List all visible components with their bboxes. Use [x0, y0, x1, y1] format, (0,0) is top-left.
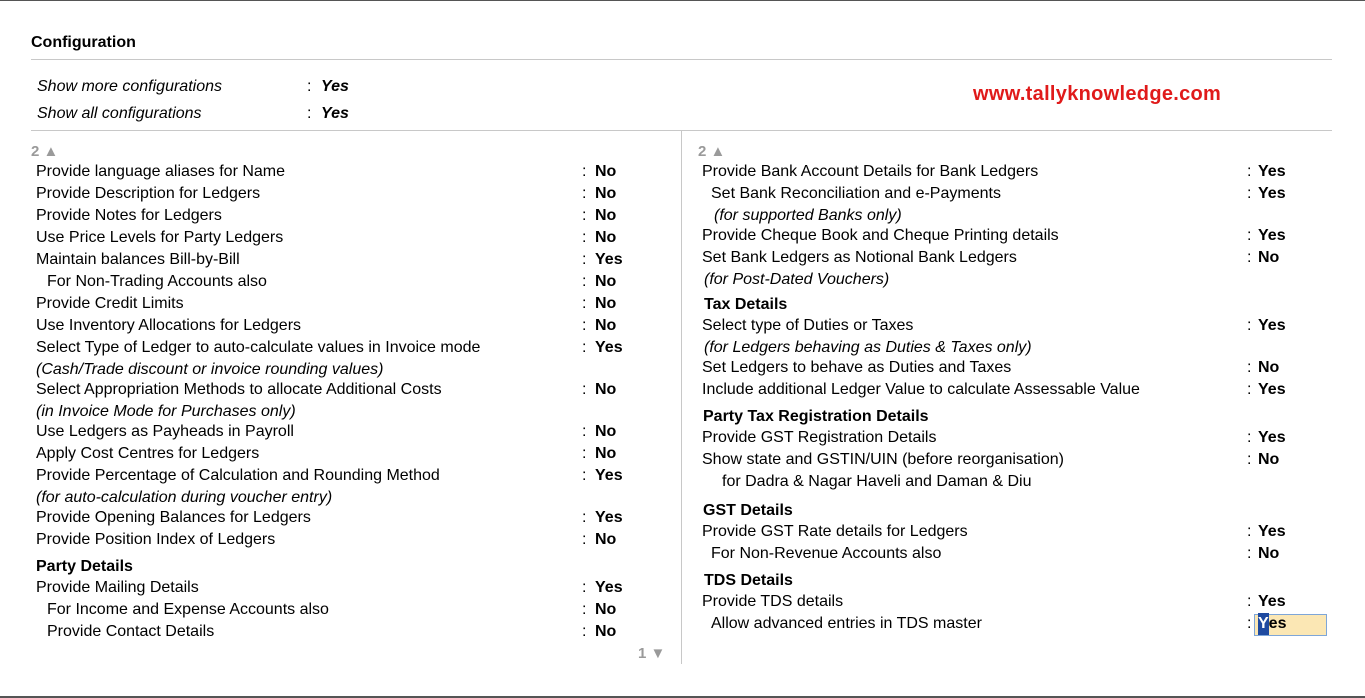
config-label: Provide TDS details	[702, 593, 844, 610]
config-label: Select Type of Ledger to auto-calculate values in Invoice mode	[36, 339, 481, 356]
colon: :	[582, 207, 587, 224]
config-label: Provide Percentage of Calculation and Rounding Method	[36, 467, 440, 484]
colon: :	[582, 467, 587, 484]
colon: :	[582, 251, 587, 268]
config-row-select-type-of-ledger-to-auto-calculate-values-i[interactable]	[36, 337, 655, 359]
config-value[interactable]: No	[1258, 359, 1280, 376]
colon: :	[582, 317, 587, 334]
config-value[interactable]: Yes	[1258, 429, 1286, 446]
config-label: (for Ledgers behaving as Duties & Taxes only)	[704, 339, 1032, 356]
section-title: TDS Details	[704, 572, 793, 589]
section-header-party-tax-registration-details	[703, 406, 1318, 428]
colon: :	[582, 445, 587, 462]
config-value[interactable]: No	[595, 273, 617, 290]
config-label: Provide language aliases for Name	[36, 163, 286, 180]
config-label: (for supported Banks only)	[714, 207, 902, 224]
config-value[interactable]: No	[595, 445, 617, 462]
colon: :	[1247, 523, 1252, 540]
config-row-use-ledgers-as-payheads-in-payroll[interactable]	[36, 421, 655, 443]
config-row-provide-opening-balances-for-ledgers[interactable]	[36, 507, 655, 529]
config-label: Select type of Duties or Taxes	[702, 317, 914, 334]
title-divider	[31, 59, 1332, 60]
config-value[interactable]: No	[595, 601, 617, 618]
config-row-for-non-revenue-accounts-also[interactable]	[711, 543, 1318, 565]
colon: :	[582, 185, 587, 202]
page-title: Configuration	[31, 34, 136, 51]
section-title: GST Details	[703, 502, 793, 519]
config-value[interactable]: No	[595, 623, 617, 640]
config-row-provide-mailing-details[interactable]	[36, 577, 655, 599]
colon: :	[582, 381, 587, 398]
colon: :	[1247, 317, 1252, 334]
config-label: Set Bank Reconciliation and e-Payments	[711, 185, 1001, 202]
colon: :	[1247, 545, 1252, 562]
config-row-provide-contact-details[interactable]	[47, 621, 655, 643]
config-value[interactable]: No	[595, 423, 617, 440]
config-row-provide-language-aliases-for-name[interactable]	[36, 161, 655, 183]
colon: :	[1247, 359, 1252, 376]
config-value[interactable]: Yes	[1258, 317, 1286, 334]
colon: :	[1247, 163, 1252, 180]
section-header-tds-details	[704, 570, 1318, 592]
note-for-supported-banks-only	[714, 205, 1318, 227]
option-show-more-configurations[interactable]	[37, 76, 377, 98]
config-value[interactable]: Yes	[1258, 163, 1286, 180]
section-header-party-details	[36, 556, 655, 578]
option-value[interactable]: Yes	[321, 78, 349, 95]
colon: :	[582, 295, 587, 312]
config-row-provide-tds-details[interactable]	[702, 591, 1318, 613]
colon: :	[307, 78, 312, 95]
colon: :	[1247, 615, 1252, 632]
config-row-set-ledgers-to-behave-as-duties-and-taxes[interactable]	[702, 357, 1318, 379]
config-value[interactable]: Yes	[595, 579, 623, 596]
colon: :	[1247, 185, 1252, 202]
config-value[interactable]: Yes	[1258, 593, 1286, 610]
config-label: (Cash/Trade discount or invoice rounding values)	[36, 361, 384, 378]
config-row-provide-gst-registration-details[interactable]	[702, 427, 1318, 449]
config-label: Provide Credit Limits	[36, 295, 184, 312]
colon: :	[1247, 593, 1252, 610]
config-value[interactable]: No	[595, 531, 617, 548]
option-label: Show more configurations	[37, 78, 222, 95]
left-page-down-indicator[interactable]: 1 ▼	[638, 645, 666, 662]
config-value[interactable]: Yes	[595, 509, 623, 526]
config-row-include-additional-ledger-value-to-calculate-ass[interactable]	[702, 379, 1318, 401]
config-value[interactable]: Yes	[1258, 523, 1286, 540]
config-label: Provide GST Rate details for Ledgers	[702, 523, 968, 540]
colon: :	[582, 531, 587, 548]
config-label: Provide Contact Details	[47, 623, 215, 640]
config-value[interactable]: Yes	[595, 339, 623, 356]
colon: :	[1247, 227, 1252, 244]
colon: :	[582, 339, 587, 356]
config-row-provide-bank-account-details-for-bank-ledgers[interactable]	[702, 161, 1318, 183]
config-value[interactable]: No	[595, 381, 617, 398]
config-label: Include additional Ledger Value to calculate Assessable Value	[702, 381, 1140, 398]
config-label: Use Price Levels for Party Ledgers	[36, 229, 284, 246]
config-row-select-type-of-duties-or-taxes[interactable]	[702, 315, 1318, 337]
config-value[interactable]: Yes	[1258, 227, 1286, 244]
config-row-set-bank-ledgers-as-notional-bank-ledgers[interactable]	[702, 247, 1318, 269]
config-row-for-non-trading-accounts-also[interactable]	[47, 271, 655, 293]
config-row-provide-percentage-of-calculation-and-rounding-m[interactable]	[36, 465, 655, 487]
config-label: Use Ledgers as Payheads in Payroll	[36, 423, 294, 440]
section-header-gst-details	[703, 500, 1318, 522]
colon: :	[1247, 249, 1252, 266]
section-header-tax-details	[704, 294, 1318, 316]
note-for-ledgers-behaving-as-duties-taxes-only	[704, 337, 1318, 359]
text-cursor: Y	[1258, 613, 1269, 635]
config-row-use-inventory-allocations-for-ledgers[interactable]	[36, 315, 655, 337]
colon: :	[1247, 429, 1252, 446]
note-for-auto-calculation-during-voucher-entry	[36, 487, 655, 509]
colon: :	[307, 105, 312, 122]
config-value[interactable]: No	[595, 229, 617, 246]
config-label: Provide Notes for Ledgers	[36, 207, 222, 224]
section-title: Party Details	[36, 558, 133, 575]
config-label: Provide Description for Ledgers	[36, 185, 261, 202]
config-row-show-state-and-gstin-uin-before-reorganisation[interactable]	[702, 449, 1318, 471]
note-for-post-dated-vouchers	[704, 269, 1318, 291]
config-value[interactable]: Yes	[595, 251, 623, 268]
config-row-for-dadra-nagar-haveli-and-daman-diu	[722, 471, 1318, 493]
config-label: Set Bank Ledgers as Notional Bank Ledgers	[702, 249, 1017, 266]
colon: :	[582, 579, 587, 596]
panel-divider	[681, 131, 682, 664]
config-value[interactable]: No	[1258, 545, 1280, 562]
config-label: For Income and Expense Accounts also	[47, 601, 329, 618]
config-row-for-income-and-expense-accounts-also[interactable]	[47, 599, 655, 621]
config-row-provide-cheque-book-and-cheque-printing-details[interactable]	[702, 225, 1318, 247]
config-label: Select Appropriation Methods to allocate Additional Costs	[36, 381, 442, 398]
config-value[interactable]: No	[1258, 451, 1280, 468]
colon: :	[582, 423, 587, 440]
config-value[interactable]	[1258, 613, 1286, 635]
config-value[interactable]: Yes	[595, 467, 623, 484]
config-label: Set Ledgers to behave as Duties and Taxes	[702, 359, 1012, 376]
config-value[interactable]: No	[595, 163, 617, 180]
colon: :	[582, 163, 587, 180]
colon: :	[1247, 451, 1252, 468]
section-title: Party Tax Registration Details	[703, 408, 929, 425]
config-value[interactable]: No	[595, 185, 617, 202]
config-value[interactable]: No	[595, 295, 617, 312]
website-watermark: www.tallyknowledge.com	[973, 83, 1222, 105]
config-row-provide-position-index-of-ledgers[interactable]	[36, 529, 655, 551]
config-label: Maintain balances Bill-by-Bill	[36, 251, 240, 268]
config-label: (for Post-Dated Vouchers)	[704, 271, 890, 288]
colon: :	[582, 273, 587, 290]
config-label: (in Invoice Mode for Purchases only)	[36, 403, 296, 420]
config-label: Provide Cheque Book and Cheque Printing details	[702, 227, 1059, 244]
top-border	[0, 0, 1365, 1]
config-value[interactable]: No	[595, 207, 617, 224]
config-row-provide-credit-limits[interactable]	[36, 293, 655, 315]
config-row-set-bank-reconciliation-and-e-payments[interactable]	[711, 183, 1318, 205]
option-label: Show all configurations	[37, 105, 202, 122]
section-title: Tax Details	[704, 296, 788, 313]
config-label: For Non-Trading Accounts also	[47, 273, 267, 290]
config-label: For Non-Revenue Accounts also	[711, 545, 942, 562]
config-label: Provide GST Registration Details	[702, 429, 937, 446]
colon: :	[582, 509, 587, 526]
config-label: for Dadra & Nagar Haveli and Daman & Diu	[722, 473, 1032, 490]
config-label: Provide Mailing Details	[36, 579, 199, 596]
config-value[interactable]: Yes	[1258, 381, 1286, 398]
colon: :	[582, 601, 587, 618]
colon: :	[582, 229, 587, 246]
config-label: Show state and GSTIN/UIN (before reorganisation)	[702, 451, 1064, 468]
config-label: (for auto-calculation during voucher entry)	[36, 489, 333, 506]
right-page-up-indicator[interactable]: 2 ▲	[698, 143, 726, 160]
config-label: Provide Position Index of Ledgers	[36, 531, 276, 548]
config-label: Apply Cost Centres for Ledgers	[36, 445, 260, 462]
config-label: Use Inventory Allocations for Ledgers	[36, 317, 302, 334]
config-value[interactable]: No	[595, 317, 617, 334]
config-row-provide-notes-for-ledgers[interactable]	[36, 205, 655, 227]
config-row-select-appropriation-methods-to-allocate-additio[interactable]	[36, 379, 655, 401]
config-label: Provide Opening Balances for Ledgers	[36, 509, 311, 526]
colon: :	[1247, 381, 1252, 398]
colon: :	[582, 623, 587, 640]
option-show-all-configurations[interactable]	[37, 103, 377, 125]
config-row-apply-cost-centres-for-ledgers[interactable]	[36, 443, 655, 465]
config-row-allow-advanced-entries-in-tds-master[interactable]	[711, 613, 1318, 635]
note-cash-trade-discount-or-invoice-rounding-values	[36, 359, 655, 381]
value-text: es	[1268, 615, 1287, 632]
config-row-provide-description-for-ledgers[interactable]	[36, 183, 655, 205]
config-row-provide-gst-rate-details-for-ledgers[interactable]	[702, 521, 1318, 543]
config-label: Provide Bank Account Details for Bank Ledgers	[702, 163, 1039, 180]
config-label: Allow advanced entries in TDS master	[711, 615, 982, 632]
config-value[interactable]: No	[1258, 249, 1280, 266]
option-value[interactable]: Yes	[321, 105, 349, 122]
config-row-use-price-levels-for-party-ledgers[interactable]	[36, 227, 655, 249]
note-in-invoice-mode-for-purchases-only	[36, 401, 655, 423]
left-page-up-indicator[interactable]: 2 ▲	[31, 143, 59, 160]
config-row-maintain-balances-bill-by-bill[interactable]	[36, 249, 655, 271]
config-value[interactable]: Yes	[1258, 185, 1286, 202]
